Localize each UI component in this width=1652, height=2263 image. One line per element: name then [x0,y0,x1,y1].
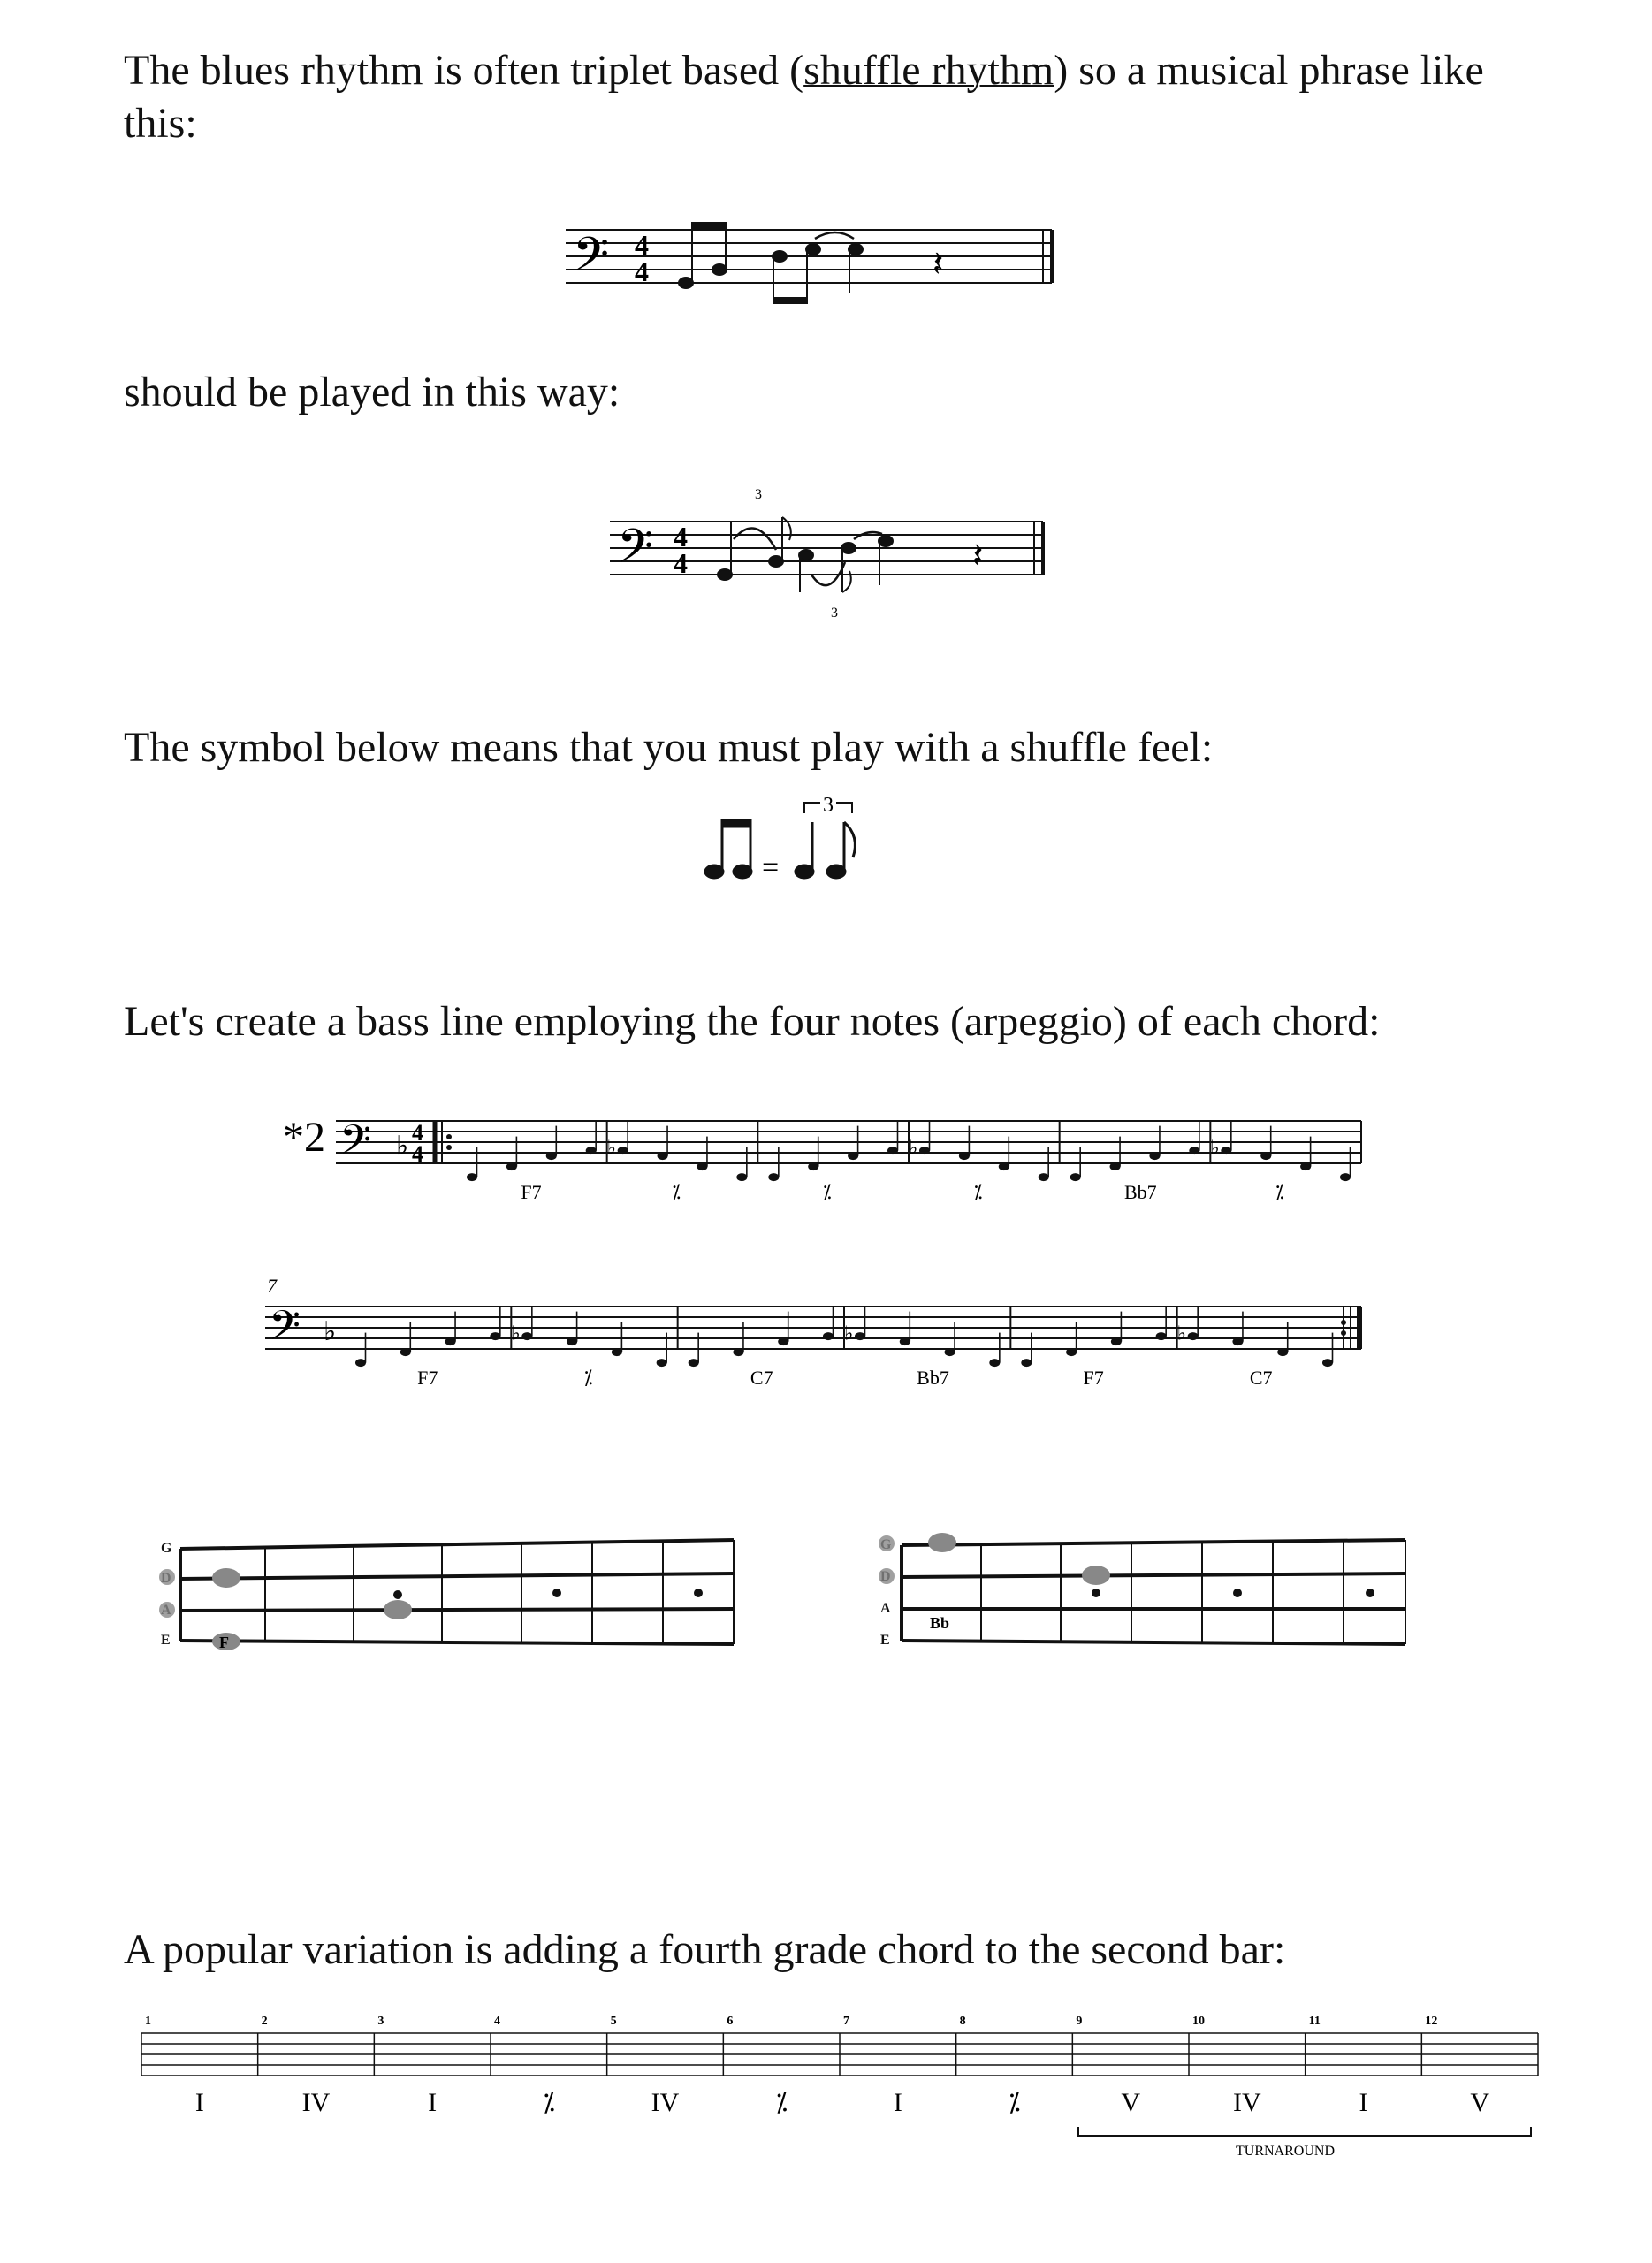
fretboard-bb-position [875,1528,1423,1660]
roman-chord: IV [301,2088,331,2117]
roman-chord: ⁒ [775,2088,788,2117]
note-head [355,1359,366,1367]
bar-number: 1 [145,2015,151,2028]
bar-number: 3 [377,2015,384,2028]
bar-number: 9 [1076,2015,1083,2028]
note-head [855,1332,865,1340]
note-head [546,1152,557,1160]
bassline-paragraph: Let's create a bass line employing the four notes (arpeggio) of each chord: [124,998,1381,1045]
equals-sign: = [762,851,780,884]
tuplet-number-bottom: 3 [831,606,838,621]
turnaround-label: TURNAROUND [1236,2144,1335,2159]
chord-label: Bb7 [1124,1181,1157,1203]
flat-key-signature: ♭ [324,1317,337,1346]
bassline-score [247,1096,1414,1414]
roman-chord: V [1470,2088,1490,2117]
note-head [467,1173,477,1181]
shuffle-symbol-paragraph: The symbol below means that you must play with a shuffle feel: [124,724,1214,771]
bar-number: 4 [494,2015,500,2028]
note-head [657,1359,667,1367]
note-head [733,1348,743,1356]
note-head [586,1147,597,1154]
note-head [1156,1332,1167,1340]
note-head [806,244,820,255]
chord-label: ⁒ [1275,1181,1284,1203]
roman-chord: ⁒ [1008,2088,1021,2117]
root-note-label: Bb [930,1614,950,1632]
svg-text:♭: ♭ [1176,1322,1187,1345]
note-head [689,1359,699,1367]
chord-label: C7 [750,1367,773,1389]
played-way-paragraph: should be played in this way: [124,369,620,415]
intro-paragraph [124,44,1547,150]
note-head [1039,1173,1049,1181]
tuplet-number-top: 3 [755,487,762,502]
note-head [945,1348,955,1356]
time-sig-top: 4 [635,229,649,261]
measure-number: 7 [267,1275,277,1297]
note-head [1340,1173,1351,1181]
note-head [848,1152,858,1160]
note-head [506,1162,517,1170]
chord-label: ⁒ [583,1367,593,1389]
repeat-count-label: *2 [283,1114,325,1161]
quarter-rest-icon: 𝄽 [972,536,984,575]
bar-number: 8 [959,2015,966,2028]
quarter-rest-icon: 𝄽 [933,244,944,284]
note-head [400,1348,411,1356]
roman-chord: I [194,2088,204,2117]
note-head [736,1173,747,1181]
note-head [1066,1348,1077,1356]
bar-number: 2 [261,2015,268,2028]
time-sig-bottom: 4 [674,547,688,579]
note-head [567,1337,577,1345]
note-head [1322,1359,1333,1367]
note-head [712,264,727,275]
time-sig-bottom: 4 [635,255,649,287]
tuplet-number: 3 [823,794,834,817]
svg-text:♭: ♭ [511,1322,521,1345]
bar-number: 7 [843,2015,849,2028]
fret-marker [384,1600,412,1619]
time-sig-bottom: 4 [412,1141,423,1167]
note-head [1070,1173,1081,1181]
note-head [679,278,693,288]
note-head [808,1162,818,1170]
note-head [887,1147,898,1154]
fret-marker [1082,1566,1110,1585]
note-head [959,1152,970,1160]
intro-text-start: The blues rhythm is often triplet based ( [124,47,804,94]
note-head [778,1337,788,1345]
variation-paragraph: A popular variation is adding a fourth grade chord to the second bar: [124,1926,1286,1973]
note-head [773,251,787,262]
note-head [1221,1147,1231,1154]
chord-label: Bb7 [917,1367,949,1389]
roman-chord: V [1121,2088,1141,2117]
chord-label: C7 [1249,1367,1273,1389]
note-head [1232,1337,1243,1345]
note-head [989,1359,1000,1367]
fretboard-f-position [150,1528,751,1660]
bass-clef-icon: 𝄢 [573,229,610,292]
note-head [1149,1152,1160,1160]
note-head [490,1332,500,1340]
note-head [1110,1162,1121,1170]
bar-number: 10 [1192,2015,1205,2028]
bar-number: 11 [1308,2015,1321,2028]
roman-chord: I [428,2088,438,2117]
chord-label: F7 [1083,1367,1104,1389]
time-sig-top: 4 [674,521,688,552]
shuffle-feel-symbol [698,796,910,893]
shuffle-rhythm-link[interactable]: shuffle rhythm [803,47,1054,94]
bar-number: 5 [610,2015,617,2028]
intro-text-end: ) so a musical phrase like this: [124,47,1484,147]
note-head [919,1147,930,1154]
fret-marker [212,1568,240,1588]
bass-clef-icon: 𝄢 [339,1118,372,1173]
note-head [1260,1152,1271,1160]
note-head [618,1147,628,1154]
string-label-e: E [880,1633,890,1648]
note-head [823,1332,834,1340]
bar-number: 12 [1425,2015,1438,2028]
note-head [1300,1162,1311,1170]
bass-clef-icon: 𝄢 [269,1304,301,1359]
note-head [768,1173,779,1181]
note-head [521,1332,532,1340]
chord-label: ⁒ [973,1181,983,1203]
roman-chord: ⁒ [543,2088,555,2117]
note-head [1188,1332,1199,1340]
note-head [1189,1147,1199,1154]
svg-text:♭: ♭ [606,1136,617,1159]
note-head [1021,1359,1032,1367]
note-head [658,1152,668,1160]
note-head [900,1337,910,1345]
fret-marker [928,1533,956,1552]
svg-text:♭: ♭ [1210,1136,1220,1159]
svg-text:♭: ♭ [844,1322,854,1345]
flat-key-signature: ♭ [396,1132,409,1161]
roman-chord: IV [1233,2088,1261,2117]
chord-label: F7 [521,1181,542,1203]
string-label-e: E [161,1633,171,1648]
svg-text:♭: ♭ [909,1136,918,1159]
note-head [1277,1348,1288,1356]
note-head [612,1348,622,1356]
time-sig-top: 4 [412,1120,423,1146]
chord-label: ⁒ [672,1181,681,1203]
chord-label: ⁒ [822,1181,832,1203]
string-label-g: G [161,1541,172,1556]
note-head [1111,1337,1122,1345]
roman-chord: I [1359,2088,1368,2117]
bass-clef-icon: 𝄢 [617,521,654,583]
chord-label: F7 [417,1367,438,1389]
shuffle-phrase-figure [583,477,1202,619]
root-note-label: F [219,1634,229,1651]
note-head [697,1162,707,1170]
note-head [445,1337,456,1345]
roman-chord: IV [651,2088,680,2117]
note-head [999,1162,1009,1170]
bar-number: 6 [727,2015,734,2028]
note-head [849,244,863,255]
roman-chord: I [893,2088,902,2117]
twelve-bar-progression [124,2007,1556,2175]
string-label-a: A [880,1601,891,1616]
straight-phrase-figure [530,194,1149,318]
